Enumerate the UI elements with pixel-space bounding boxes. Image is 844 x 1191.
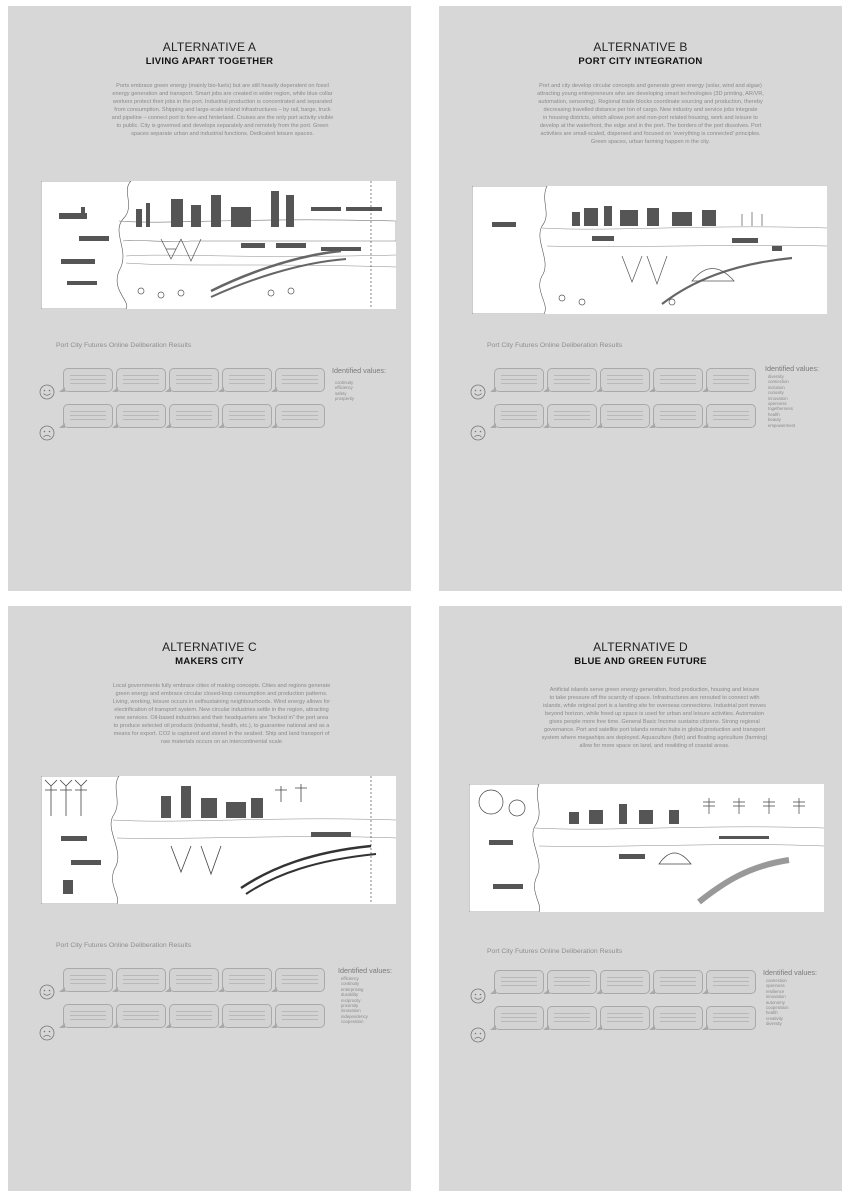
value-item: beauty [768, 417, 781, 423]
negative-comment-bubble [494, 1006, 544, 1030]
alternative-label: ALTERNATIVE A [162, 40, 257, 54]
positive-comment-bubble [600, 970, 650, 994]
negative-comment-bubble [275, 404, 325, 428]
port-city-illustration [41, 776, 396, 904]
value-item: continuity [335, 380, 354, 385]
alternative-description: Artificial islands serve green energy generation, food production, housing and leisure to take pressure off the scarcity of space. Infrastructures are rerouted to connect with islands, while original port is a landing site for overseas connections. Industrial port moves beyond horizon, while freed up space is used for urban and leisure activities. Automation gives people more free time. General Basic Income sustains citizens. Strong regional governance. Port and satellite port islands remain hubs in global production and transport system where megaships are deployed. Aquaculture (fish) and floating agriculture (farming) allow for more space on land, and rewilding of coastal areas. [541, 687, 768, 749]
value-item: efficiency [335, 385, 353, 391]
negative-comment-bubble [706, 404, 756, 428]
identified-values-heading: Identified values: [332, 366, 386, 375]
alternative-title: PORT CITY INTEGRATION [578, 56, 703, 67]
panel-alternative-b [439, 6, 842, 591]
value-item: diversity [766, 1021, 782, 1027]
identified-values-list [766, 978, 788, 1027]
smiley-icon [39, 984, 55, 1000]
value-item: resilience [766, 988, 785, 994]
value-item: togetherness [768, 406, 793, 412]
value-item: connection [768, 379, 789, 385]
negative-comment-bubble [169, 404, 219, 428]
positive-comment-bubble [600, 368, 650, 392]
negative-comment-bubble [275, 1004, 325, 1028]
sad-face-icon [470, 425, 486, 441]
positive-comment-bubble [494, 970, 544, 994]
panel-alternative-c [8, 606, 411, 1191]
alternative-label: ALTERNATIVE C [162, 640, 257, 654]
value-item: inclusion [768, 384, 785, 390]
alternative-label: ALTERNATIVE B [593, 40, 688, 54]
illustration-svg [41, 776, 396, 904]
smiley-icon [470, 384, 486, 400]
value-item: cooperation [766, 1005, 789, 1011]
sad-face-icon [39, 425, 55, 441]
positive-comment-bubble [116, 368, 166, 392]
positive-comment-bubble [706, 970, 756, 994]
value-item: innovation [766, 994, 786, 1000]
positive-comment-bubble [222, 968, 272, 992]
value-item: openness [768, 401, 787, 407]
illustration-svg [41, 181, 396, 309]
value-item: creativity [766, 1015, 783, 1021]
alternative-description: Ports embrace green energy (mainly bio-fuels) but are still heavily dependent on fossil energy generation and transport. Smart jobs are created in wider region, while blue collar workers protect their jobs in the port. Industrial production is concentrated and separated from consumption. Shipping and large-scale inland infrastructures – by rail, barge, truck and pipeline – connect port to fore-and hinterland. Cruises are the only port activity visible to public. City is governed and develops separately and remotely from the port. Green spaces separate urban and industrial functions. Dedicated leisure spaces. [111, 83, 334, 137]
port-city-illustration [469, 784, 824, 912]
deliberation-heading: Port City Futures Online Deliberation Results [56, 942, 192, 949]
negative-comment-bubble [116, 404, 166, 428]
negative-comment-bubble [600, 1006, 650, 1030]
negative-comment-bubble [600, 404, 650, 428]
negative-comment-bubble [116, 1004, 166, 1028]
deliberation-heading: Port City Futures Online Deliberation Results [487, 342, 623, 349]
value-item: diversity [768, 374, 784, 379]
deliberation-heading: Port City Futures Online Deliberation Results [487, 948, 623, 955]
value-item: continuity [341, 981, 360, 987]
sad-face-icon [39, 1025, 55, 1041]
positive-comment-bubble [63, 968, 113, 992]
positive-comment-bubble [653, 368, 703, 392]
illustration-svg [469, 784, 824, 912]
value-item: independency [341, 1013, 368, 1019]
value-item: health [768, 411, 780, 417]
deliberation-heading: Port City Futures Online Deliberation Results [56, 342, 192, 349]
value-item: proximity [341, 1003, 359, 1009]
alternative-description: Local governments fully embrace cities of making concepts. Cities and regions generate green energy and embrace circular closed-loop consumption and production patterns. Living, working, leisure occurs in selfsustaining neighbourhoods. Wind energy allows for electrification of transport system. New circular industries settle in the region, attracting new services. Oil-based industries and their headquarters are "locked in" the port area to produce selected oil products (industrial, health, etc.), to guarantee national and as a means for export. CO2 is captured and stored in the seabed. Ship and land transport of raw materials occurs on an intercontinental scale [112, 683, 331, 745]
positive-comment-bubble [547, 368, 597, 392]
positive-comment-bubble [547, 970, 597, 994]
alternative-title: LIVING APART TOGETHER [145, 56, 274, 67]
identified-values-list [768, 374, 795, 428]
value-item: autonomy [766, 999, 785, 1005]
negative-comment-bubble [63, 404, 113, 428]
negative-comment-bubble [222, 404, 272, 428]
value-item: innovation [768, 395, 788, 401]
identified-values-list [335, 380, 354, 402]
identified-values-heading: Identified values: [338, 966, 392, 975]
value-item: enterprising [341, 986, 364, 992]
negative-comment-bubble [653, 404, 703, 428]
value-item: innovation [341, 1008, 361, 1014]
positive-comment-bubble [494, 368, 544, 392]
positive-comment-bubble [169, 968, 219, 992]
smiley-icon [470, 988, 486, 1004]
value-item: curiosity [768, 390, 784, 396]
value-item: openness [766, 983, 785, 989]
positive-comment-bubble [275, 368, 325, 392]
negative-comment-bubble [494, 404, 544, 428]
value-item: cooperation [341, 1019, 364, 1025]
illustration-svg [472, 186, 827, 314]
value-item: empowerment [768, 422, 796, 428]
positive-comment-bubble [63, 368, 113, 392]
alternative-title: BLUE AND GREEN FUTURE [574, 656, 707, 667]
negative-comment-bubble [653, 1006, 703, 1030]
value-item: safety [335, 390, 347, 396]
alternative-title: MAKERS CITY [175, 656, 244, 667]
value-item: health [766, 1010, 778, 1016]
negative-comment-bubble [547, 404, 597, 428]
positive-comment-bubble [169, 368, 219, 392]
port-city-illustration [41, 181, 396, 309]
identified-values-list [341, 976, 368, 1025]
smiley-icon [39, 384, 55, 400]
sad-face-icon [470, 1027, 486, 1043]
positive-comment-bubble [706, 368, 756, 392]
negative-comment-bubble [222, 1004, 272, 1028]
value-item: prosperity [335, 396, 354, 402]
value-item: efficiency [341, 976, 359, 981]
panel-alternative-d [439, 606, 842, 1191]
value-item: reciprocity [341, 997, 361, 1003]
positive-comment-bubble [222, 368, 272, 392]
identified-values-heading: Identified values: [765, 364, 819, 373]
negative-comment-bubble [169, 1004, 219, 1028]
alternative-description: Port and city develop circular concepts and generate green energy (solar, wind and algae) attracting young entrepreneurs who are developing smart technologies (3D printing, AR/VR, automation, sensoring). Regional trade blocks coordinate sourcing and production, thereby decreasing travelled distance per ton of cargo. New industry and service jobs integrate in housing districts, which allows port and non-port related housing, work and leisure to develop at the waterfront, the edge and in the port. The borders of the port dissolves. Port activities are small-scaled, dispersed and focused on 'everything is connected' principles. Green spaces, urban farming happen in the city. [537, 83, 764, 145]
negative-comment-bubble [706, 1006, 756, 1030]
panel-alternative-a [8, 6, 411, 591]
positive-comment-bubble [275, 968, 325, 992]
positive-comment-bubble [116, 968, 166, 992]
alternative-label: ALTERNATIVE D [593, 640, 688, 654]
value-item: connection [766, 978, 787, 983]
positive-comment-bubble [653, 970, 703, 994]
negative-comment-bubble [63, 1004, 113, 1028]
port-city-illustration [472, 186, 827, 314]
identified-values-heading: Identified values: [763, 968, 817, 977]
value-item: durability [341, 992, 359, 998]
negative-comment-bubble [547, 1006, 597, 1030]
